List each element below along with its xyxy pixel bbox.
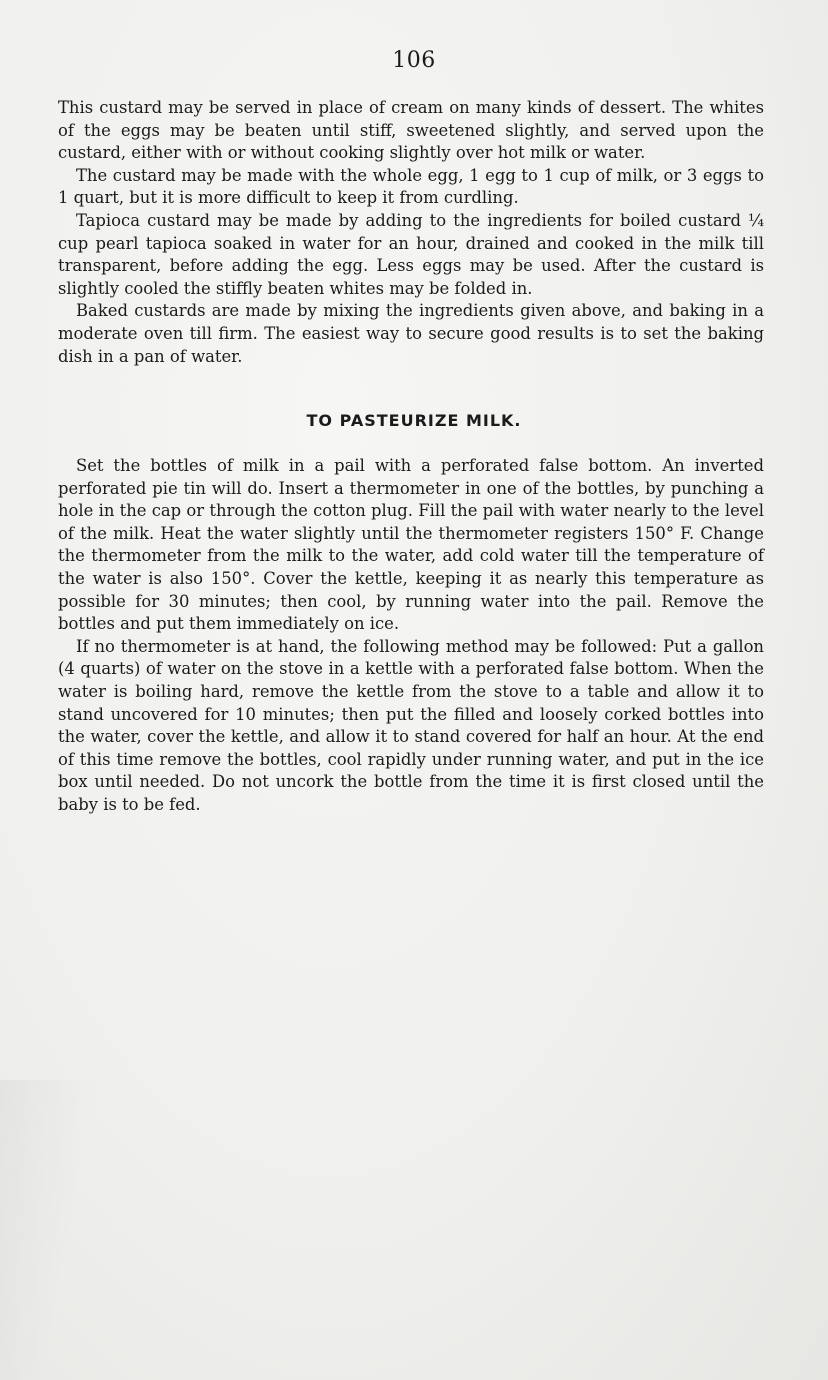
paragraph-tapioca-custard: Tapioca custard may be made by adding to the ingredients for boiled custard ¼ cup pearl tapioca soaked in water for an hour, drained and cooked in the milk till transparent, before adding the egg. Less eggs may be used. After the custard is slightly cooled the stiffly beaten whites may be folded in.: [58, 210, 764, 298]
paragraph-whole-egg: The custard may be made with the whole egg, 1 egg to 1 cup of milk, or 3 eggs to 1 quart, but it is more difficult to keep it from curdling.: [58, 165, 764, 208]
pasteurize-instructions: [58, 455, 764, 817]
paragraph-with-thermometer: Set the bottles of milk in a pail with a perforated false bottom. An inverted perforated pie tin will do. Insert a thermometer in one of the bottles, by punching a hole in the cap or through the cotton plug. Fill the pail with water nearly to the level of the milk. Heat the water slightly until the thermometer registers 150° F. Change the thermometer from the milk to the water, add cold water till the temperature of the water is also 150°. Cover the kettle, keeping it as nearly this temperature as possible for 30 minutes; then cool, by running water into the pail. Remove the bottles and put them immediately on ice.: [58, 456, 764, 634]
page-fold-shadow: [0, 1080, 90, 1380]
paragraph-custard-serving: This custard may be served in place of cream on many kinds of dessert. The whites of the eggs may be beaten until stiff, sweetened slightly, and served upon the custard, either with or without cooking slightly over hot milk or water.: [58, 98, 764, 163]
section-heading: TO PASTEURIZE MILK.: [306, 411, 522, 430]
page-number: 106: [392, 48, 436, 73]
paragraph-baked-custards: Baked custards are made by mixing the ingredients given above, and baking in a moderate oven till firm. The easiest way to secure good results is to set the baking dish in a pan of water.: [58, 301, 764, 366]
paragraph-without-thermometer: If no thermometer is at hand, the following method may be followed: Put a gallon (4 quarts) of water on the stove in a kettle with a perforated false bottom. When the water is boiling hard, remove the kettle from the stove to a table and allow it to stand uncovered for 10 minutes; then put the filled and loosely corked bottles into the water, cover the kettle, and allow it to stand covered for half an hour. At the end of this time remove the bottles, cool rapidly under running water, and put in the ice box until needed. Do not uncork the bottle from the time it is first closed until the baby is to be fed.: [58, 636, 764, 814]
custard-notes: [58, 97, 764, 368]
